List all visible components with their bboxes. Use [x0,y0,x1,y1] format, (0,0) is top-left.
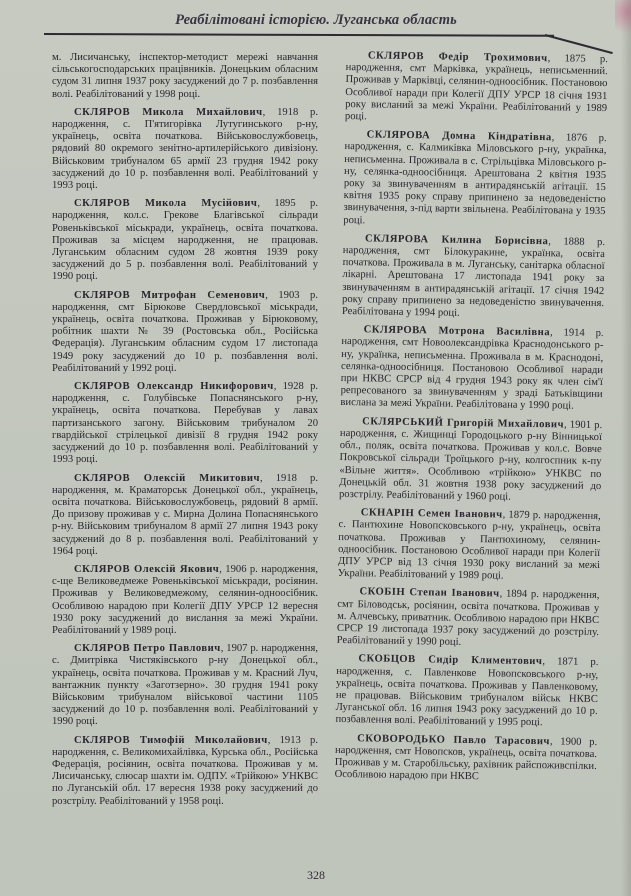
entry [52,735,318,808]
left-column [52,52,318,814]
entry-name: СКЛЯРОВ Тимофій Миколайович [74,734,268,746]
entry-name: СКЛЯРОВ Петро Павлович [74,643,221,655]
entry-text: , 1879 р. народження, с. Пантюхине Новопсковського р-ну, українець, освіта початкова. Проживав у Пантюхиному, селянин-одноосібник. Постановою Особливої наради при Колегії ДПУ УРСР від 13 січня 1930 року висланий за межі України. Реабілітований у 1989 році. [337,509,601,582]
entry [342,233,605,323]
entry [340,324,603,414]
entry-text: , 1876 р. народження, с. Калмиківка Міловського р-ну, українка, неписьменна. Проживала в с. Стрільцівка Міловського р-ну, селянка-одноосібниця. Арештована 2 квітня 1935 року за звинуваченням в антирадянській агітації. 15 квітня 1935 року справу припинено за недоведеністю звинувачення, з-під варти звільнена. Реабілітована у 1935 році. [343,132,607,226]
entry-name: СКНАРІН Семен Іванович [360,507,503,521]
header-rule [44,33,554,36]
entry [335,732,598,785]
entry [337,586,600,651]
entry-name: СКЛЯРОВ Олексій Якович [74,563,220,575]
entry [335,653,598,730]
entry [52,564,318,637]
entry [52,381,318,466]
entry [52,290,318,375]
entry-name: СКОБЦОВ Сидір Климентович [358,653,543,668]
entry [52,107,318,192]
entry-text: , 1871 р. народження, с. Павленкове Новопсковського р-ну, українець, освіта початкова. Проживав у Павленковому, не працював. Військовим трибуналом військ НКВС Луганської обл. 16 липня 1943 року засуджений до 10 р. позбавлення волі. Реабілітований у 1995 році. [335,656,599,729]
entry [52,198,318,283]
entry-text: , 1888 р. народження, смт Білокуракине, українка, освіта початкова. Проживала в м. Луганську, санітарка обласної лікарні. Арештована 17 листопада 1941 року за звинуваченням в антирадянській агітації. 17 січня 1942 року справу припинено за недоведеністю звинувачення. Реабілітована у 1994 році. [341,236,606,319]
entry-text: , 1918 р. народження, м. Краматорськ Донецької обл., українець, освіта початкова. Військовослужбовець, рядовий 8 армії. До призову проживав у с. Мирна Долина Попаснянського р-ну. Військовим трибуналом 8 армії 27 липня 1943 року засуджений до 8 р. позбавлення волі. Реабілітований у 1964 році. [52,472,318,557]
header-rule-curve [545,34,613,54]
entry-text: , 1928 р. народження, с. Голубівське Попаснянського р-ну, українець, освіта початкова. Перебував у лавах партизанського загону. Військовим трибуналом 20 гвардійської стрілецької дивізії 8 грудня 1942 року засуджений до 10 р. позбавлення волі. Реабілітований у 1993 році. [52,381,319,466]
entry-text: , 1894 р. народження, смт Біловодськ, росіянин, освіта початкова. Проживав у м. Алчевську, приватник. Особливою нарадою при НКВС СРСР 19 листопада 1937 року засуджений до розстрілу. Реабілітований у 1990 році. [336,588,600,649]
entry [52,473,318,558]
entry-name: СКЛЯРОВА Килина Борисівна [364,233,549,248]
entry-name: СКЛЯРОВ Микола Мусійович [74,198,258,210]
right-column [334,50,608,791]
entry [52,643,318,728]
entry-name: СКЛЯРОВ Федір Трохимович [367,50,548,65]
entry-name: СКЛЯРОВ Митрофан Семенович [74,289,266,301]
entry-name: СКЛЯРОВ Олександр Никифорович [74,381,274,393]
entry-text: , 1901 р. народження, с. Жищинці Городоцького р-ну Вінницької обл., поляк, освіта початкова. Проживав у кол.с. Вовче Покровської сільради Троїцького р-ну, колгоспник к-пу «Вільне життя». Особливою «трійкою» УНКВС по Донецькій обл. 31 жовтня 1938 року засуджений до розстрілу. Реабілітований у 1960 році. [338,419,603,503]
entry [338,507,601,584]
entry-name: СКЛЯРОВА Домна Кіндратівна [366,129,552,144]
entry-text: , 1913 р. народження, с. Великомихайлівка, Курська обл., Російська Федерація, росіянин, освіта початкова. Проживав у м. Лисичанську, слюсар шахти ім. ОДПУ. «Трійкою» УНКВС по Луганській обл. 17 вересня 1938 року засуджений до розстрілу. Реабілітований у 1958 році. [52,734,318,807]
entry-text: , 1914 р. народження, смт Новоолександрівка Краснодонського р-ну, українка, неписьменна. Проживала в м. Краснодоні, селянка-одноосібниця. Постановою Особливої наради при НКВС СРСР від 4 грудня 1943 року як член сім'ї репресованого за звинуваченням у зраді Батьківщини вислана за межі України. Реабілітована у 1990 році. [340,327,604,413]
entry [52,52,318,101]
entry-text: , 1903 р. народження, смт Бірюкове Свердловської міськради, українець, освіта початкова. Проживав у Бірюковому, робітник шахти № 39 (Ростовська обл., Російська Федерація). Луганським обласним судом 17 листопада 1949 року засуджений до 10 р. позбавлення волі. Реабілітований у 1992 році. [52,289,318,374]
running-header: Реабілітовані історією. Луганська область [175,12,457,28]
entry-name: СКЛЯРОВ Микола Михайлович [74,106,263,118]
entry [343,129,607,231]
entry-text: , 1875 р. народження, смт Марківка, українець, неписьменний. Проживав у Марківці, селянин-одноосібник. Постановою Особливої наради при Колегії ДПУ УРСР 18 січня 1931 року висланий за межі України. Реабілітований у 1989 році. [344,53,608,123]
entry-text: м. Лисичанську, інспектор-методист мережі навчання сільськогосподарських працівників. Донецьким обласним судом 31 липня 1937 року засуджений до 7 р. позбавлення волі. Реабілітований у 1998 році. [52,52,318,100]
entry-name: СКЛЯРОВА Мотрона Василівна [363,324,551,339]
entry [345,50,608,127]
page-number: 328 [307,868,325,882]
entry-text: , 1895 р. народження, кол.с. Грекове Благівської сільради Ровеньківської міськради, українець, освіта початкова. Проживав за місцем народження, не працював. Луганським обласним судом 28 жовтня 1939 року засуджений до 5 р. позбавлення волі. Реабілітований у 1990 році. [52,198,318,283]
entry-name: СКЛЯРСЬКИЙ Григорій Михайлович [362,415,565,431]
entry-name: СКОВОРОДЬКО Павло Тарасович [357,732,551,747]
entry-name: СКОБІН Степан Іванович [359,586,500,600]
entry-name: СКЛЯРОВ Олексій Микитович [74,472,260,484]
entry-text: , 1918 р. народження, с. П'ятигорівка Лутугинського р-ну, українець, освіта початкова. Військовослужбовець, рядовий 80 окремого зенітно-артилерійського дивізіону. Військовим трибуналом 65 армії 23 грудня 1942 року засуджений до 10 р. позбавлення волі. Реабілітований у 1993 році. [52,106,318,192]
entry-text: , 1906 р. народження, с-ще Великоведмеже Ровеньківської міськради, росіянин. Проживав у Великоведмежому, селянин-одноосібник. Особливою нарадою при Колегії ДПУ УРСР 12 вересня 1930 року засуджений до вислання за межі України. Реабілітований у 1989 році. [52,563,318,636]
page-edge-shadow [621,0,631,896]
entry [339,416,602,506]
entry-text: , 1900 р. народження, смт Новопсков, українець, освіта початкова. Проживав у м. Старобільську, рахівник райспоживспілки. Особливою нарадою при НКВС [334,735,598,783]
entry-text: , 1907 р. народження, с. Дмитрівка Чистяківського р-ну Донецької обл., українець, освіта початкова. Проживав у м. Красний Луч, вантажник пункту «Заготзерно». 30 грудня 1941 року Військовим трибуналом військової частини 1105 засуджений до 10 р. позбавлення волі. Реабілітований у 1990 році. [52,643,318,728]
